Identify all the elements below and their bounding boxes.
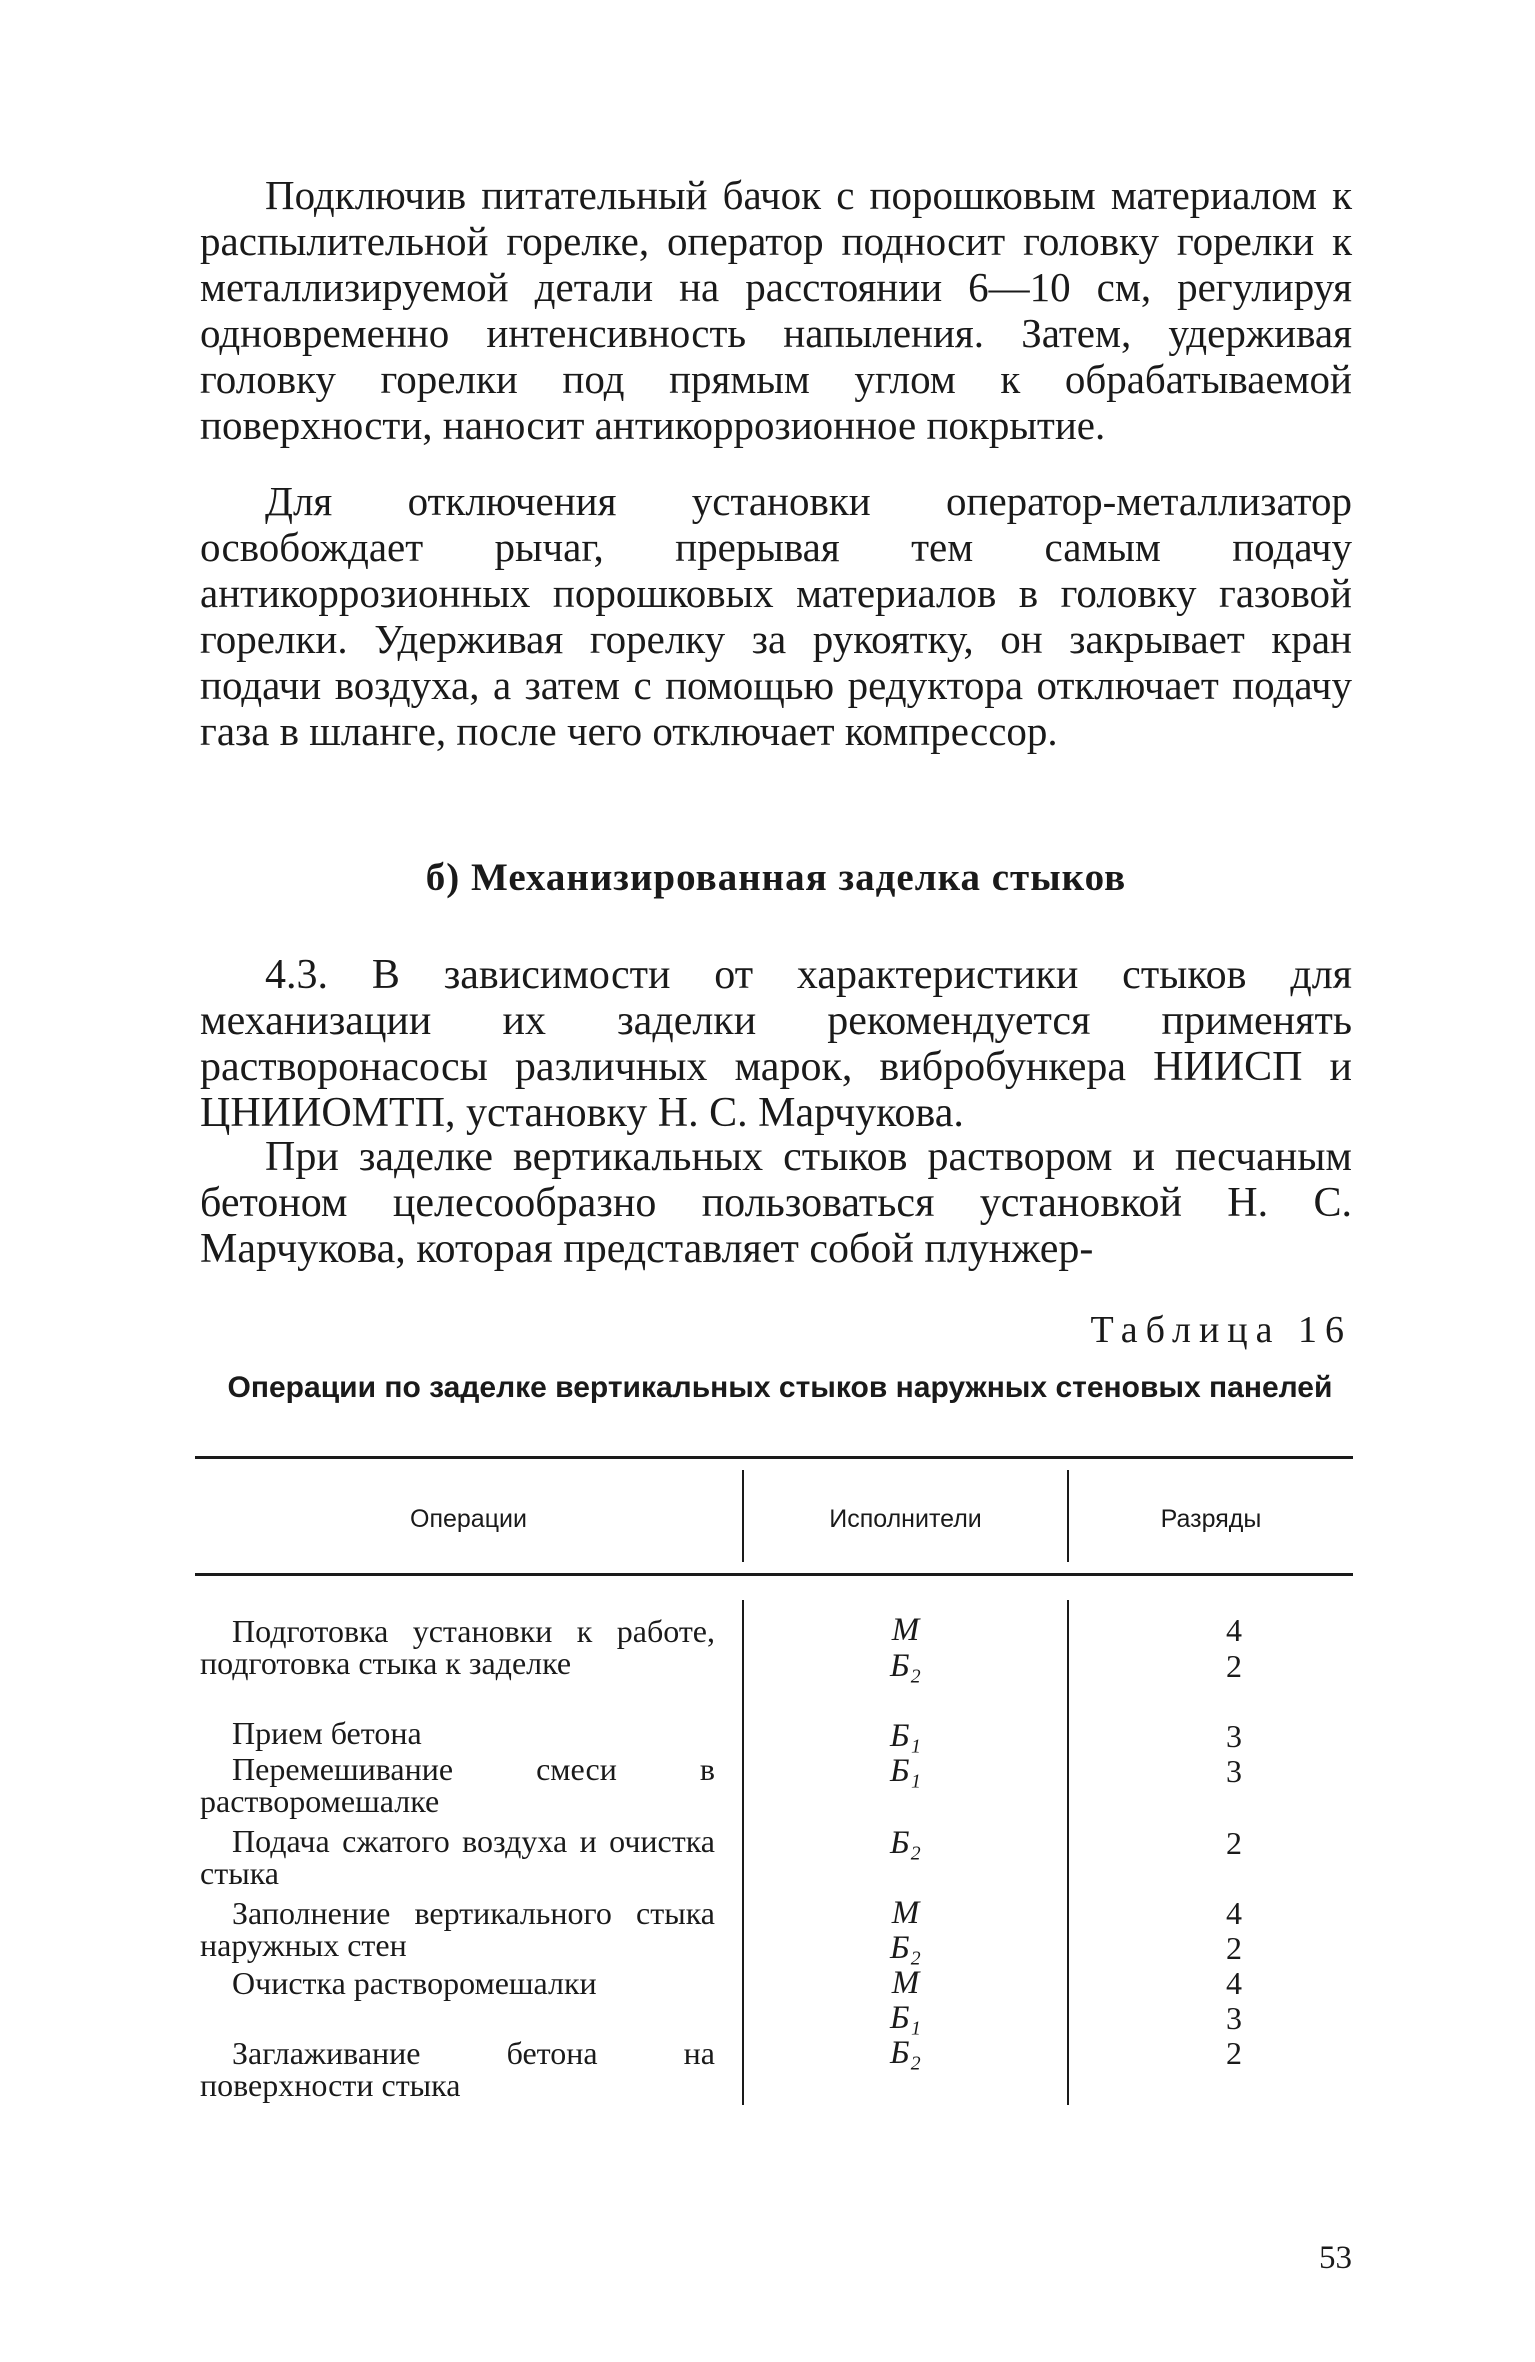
table-operation: Заполнение вертикального стыка наружных стен	[200, 1895, 715, 1963]
table-performer: Б₂	[890, 1648, 921, 1684]
table-performer: М	[891, 1612, 920, 1648]
table-performer: Б₂	[890, 2035, 921, 2071]
table-grade: 3	[1226, 2000, 1242, 2036]
table-label: Таблица 16	[1090, 1309, 1352, 1351]
table-grade: 4	[1226, 1965, 1242, 2001]
table-operation: Очистка растворомешалки	[232, 1965, 597, 2001]
table-performer: Б₂	[890, 1825, 921, 1861]
table-operation: Перемешивание смеси в растворомешалке	[200, 1751, 715, 1819]
table-operation: Подготовка установки к работе, подготовка стыка к заделке	[200, 1613, 715, 1681]
table-performer: М	[891, 1965, 920, 2001]
table-grade: 4	[1226, 1612, 1242, 1648]
table-header-rule	[195, 1573, 1353, 1576]
table-performer: Б₁	[890, 1718, 921, 1754]
column-header-performers: Исполнители	[829, 1505, 982, 1533]
table-performer: Б₂	[890, 1930, 921, 1966]
paragraph-4-3: 4.3. В зависимости от характеристики стыков для механизации их заделки рекомендуется применять растворонасосы различных марок, вибробункера НИИСП и ЦНИИОМТП, установку Н. С. Марчукова.	[200, 952, 1352, 1136]
table-title: Операции по заделке вертикальных стыков наружных стеновых панелей	[227, 1371, 1333, 1404]
table-performer: Б₁	[890, 1753, 921, 1789]
table-operation: Заглаживание бетона на поверхности стыка	[200, 2035, 715, 2103]
paragraph-vertical-joints: При заделке вертикальных стыков раствором и песчаным бетоном целесообразно пользоваться установкой Н. С. Марчукова, которая представляет собой плунжер-	[200, 1134, 1352, 1272]
table-grade: 3	[1226, 1753, 1242, 1789]
table-performer: Б₁	[890, 2000, 921, 2036]
table-grade: 4	[1226, 1895, 1242, 1931]
paragraph-shutdown-procedure: Для отключения установки оператор-металлизатор освобождает рычаг, прерывая тем самым подачу антикоррозионных порошковых материалов в головку газовой горелки. Удерживая горелку за рукоятку, он закрывает кран подачи воздуха, а затем с помощью редуктора отключает подачу газа в шланге, после чего отключает компрессор.	[200, 478, 1352, 754]
table-top-rule	[195, 1456, 1353, 1459]
table-grade: 2	[1226, 1930, 1242, 1966]
table-grade: 3	[1226, 1718, 1242, 1754]
table-grade: 2	[1226, 1648, 1242, 1684]
table-grade: 2	[1226, 1825, 1242, 1861]
column-header-operations: Операции	[410, 1505, 527, 1533]
paragraph-metallizing-procedure: Подключив питательный бачок с порошковым материалом к распылительной горелке, оператор подносит головку горелки к металлизируемой детали на расстоянии 6—10 см, регулируя одновременно интенсивность напыления. Затем, удерживая головку горелки под прямым углом к обрабатываемой поверхности, наносит антикоррозионное покрытие.	[200, 172, 1352, 448]
section-heading: б) Механизированная заделка стыков	[425, 856, 1127, 899]
page-number: 53	[1319, 2240, 1352, 2276]
column-header-grades: Разряды	[1160, 1505, 1262, 1533]
table-performer: М	[891, 1895, 920, 1931]
table-operation: Подача сжатого воздуха и очистка стыка	[200, 1823, 715, 1891]
table-grade: 2	[1226, 2035, 1242, 2071]
table-operation: Прием бетона	[232, 1715, 422, 1751]
